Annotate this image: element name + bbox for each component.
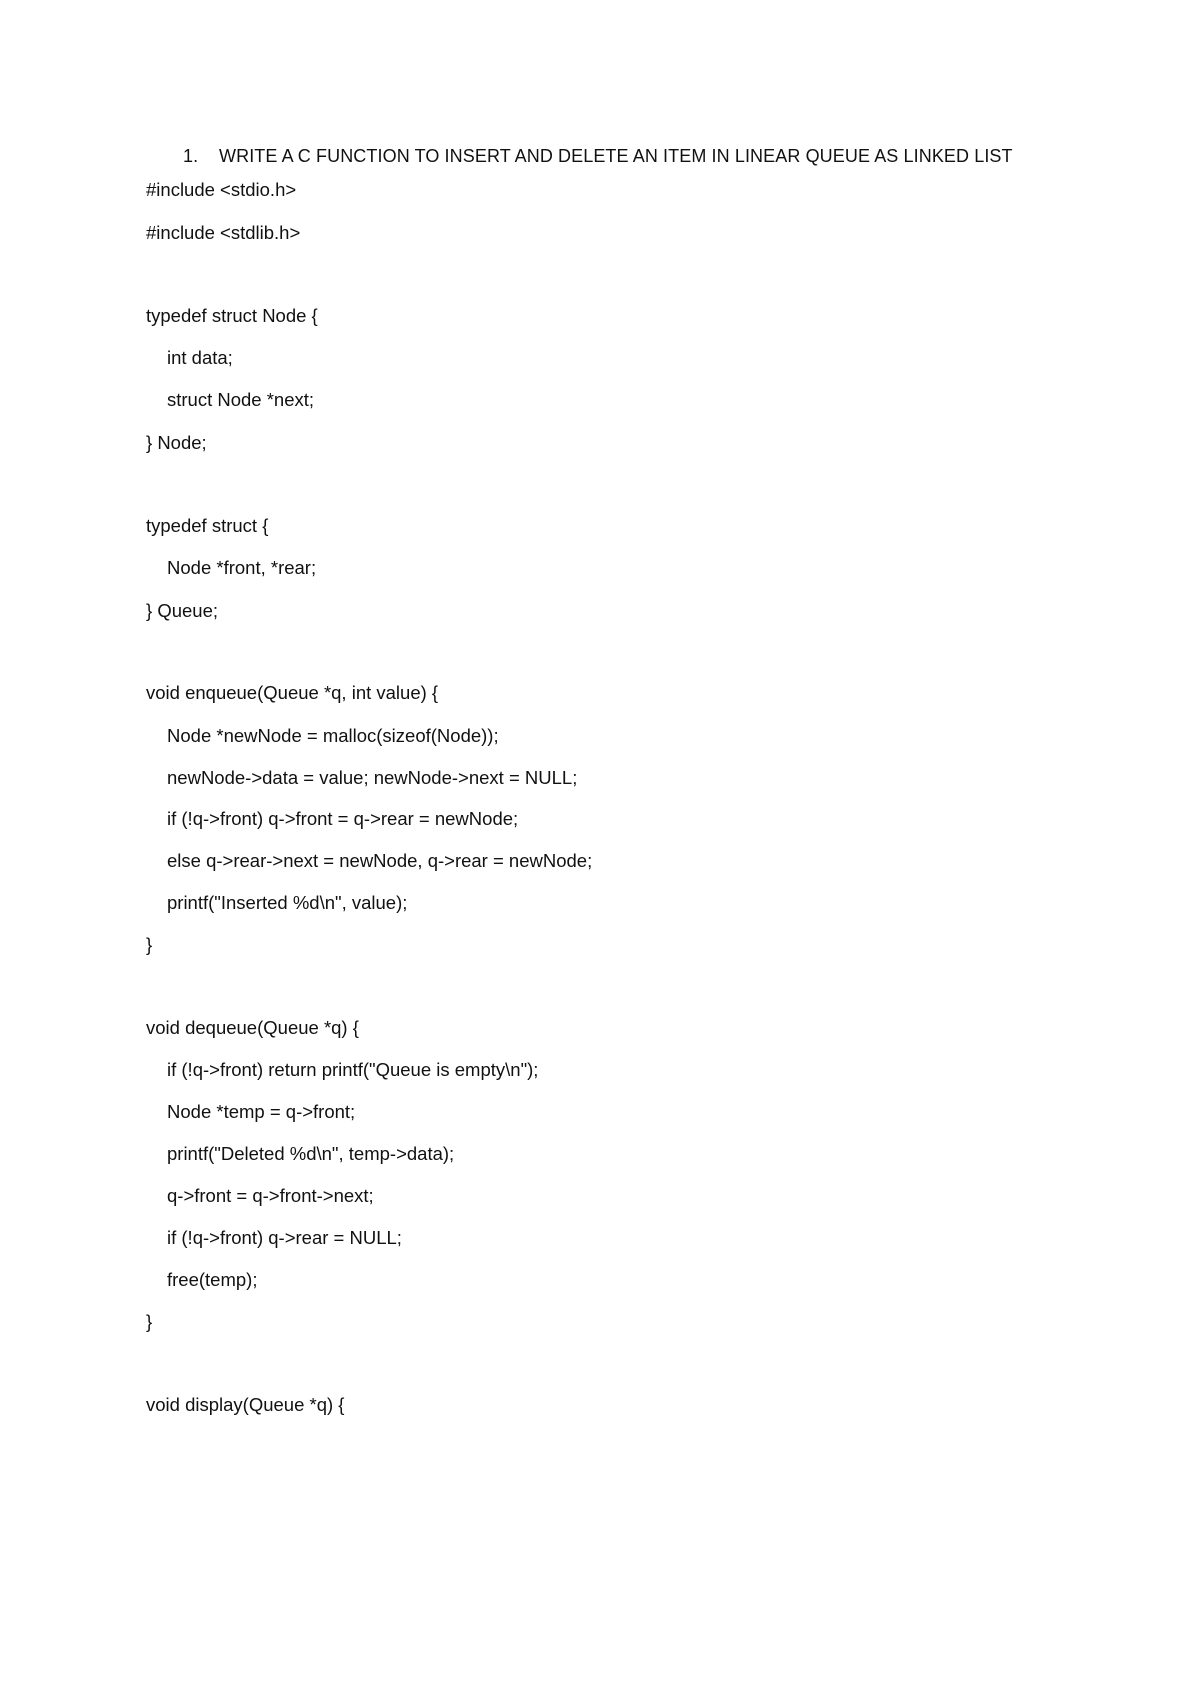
code-line: #include <stdlib.h> — [146, 222, 301, 243]
code-line: newNode->data = value; newNode->next = NULL; — [167, 767, 578, 788]
code-line: void display(Queue *q) { — [146, 1394, 345, 1415]
code-line: if (!q->front) q->front = q->rear = newNode; — [167, 808, 519, 829]
code-line: #include <stdio.h> — [146, 179, 297, 200]
question-number: 1. — [183, 146, 199, 166]
code-line: } Queue; — [146, 600, 219, 621]
code-line: if (!q->front) return printf("Queue is empty\n"); — [167, 1059, 539, 1080]
code-line: else q->rear->next = newNode, q->rear = newNode; — [167, 850, 593, 871]
code-line: typedef struct Node { — [146, 305, 318, 326]
code-line: int data; — [167, 347, 233, 368]
code-line: } — [146, 1311, 153, 1332]
code-line: Node *temp = q->front; — [167, 1101, 356, 1122]
code-line: Node *front, *rear; — [167, 557, 317, 578]
code-line: } Node; — [146, 432, 207, 453]
question-title: WRITE A C FUNCTION TO INSERT AND DELETE AN ITEM IN LINEAR QUEUE AS LINKED LIST — [219, 146, 1013, 166]
code-line: q->front = q->front->next; — [167, 1185, 374, 1206]
code-line: void dequeue(Queue *q) { — [146, 1017, 359, 1038]
code-line: printf("Inserted %d\n", value); — [167, 892, 408, 913]
code-line: } — [146, 934, 153, 955]
code-line: Node *newNode = malloc(sizeof(Node)); — [167, 725, 499, 746]
question-heading — [183, 146, 1013, 167]
code-line: printf("Deleted %d\n", temp->data); — [167, 1143, 455, 1164]
code-line: free(temp); — [167, 1269, 258, 1290]
code-line: struct Node *next; — [167, 389, 315, 410]
code-line: typedef struct { — [146, 515, 269, 536]
code-line: void enqueue(Queue *q, int value) { — [146, 682, 439, 703]
code-line: if (!q->front) q->rear = NULL; — [167, 1227, 402, 1248]
